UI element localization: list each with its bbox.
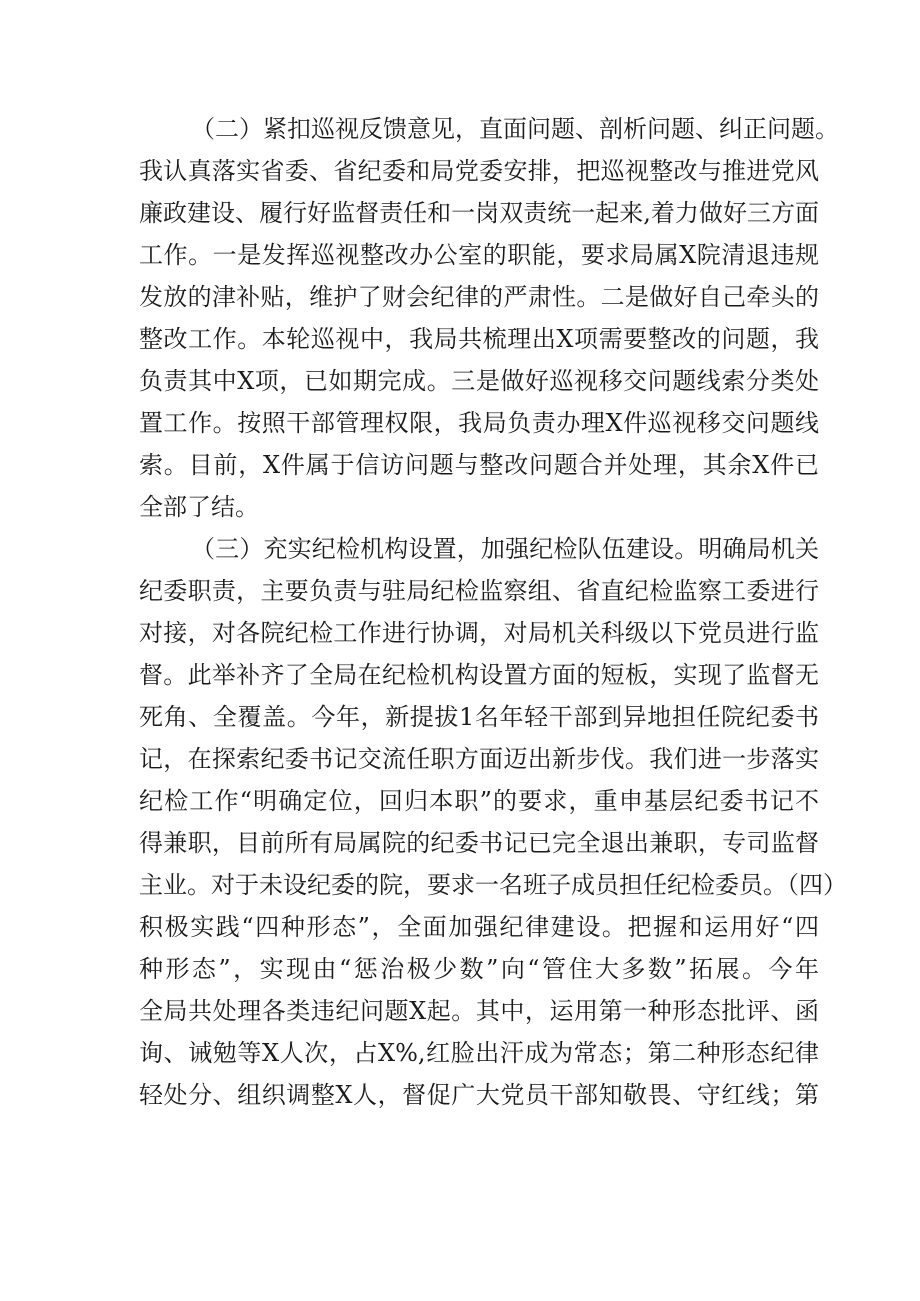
paragraph-line: 负责其中X项，已如期完成。三是做好巡视移交问题线索分类处 (139, 367, 819, 395)
paragraph-line: 整改工作。本轮巡视中，我局共梳理出X项需要整改的问题，我 (139, 325, 819, 353)
paragraph-discipline-institutions (139, 528, 847, 1116)
paragraph-line: 廉政建设、履行好监督责任和一岗双责统一起来,着力做好三方面 (139, 199, 819, 227)
paragraph-line: 工作。一是发挥巡视整改办公室的职能，要求局属X院清退违规 (139, 241, 819, 269)
paragraph-line: 积极实践“四种形态”，全面加强纪律建设。把握和运用好“四 (139, 913, 819, 941)
paragraph-line: 纪检工作“明确定位，回归本职”的要求，重申基层纪委书记不 (139, 787, 819, 815)
paragraph-line: 纪委职责，主要负责与驻局纪检监察组、省直纪检监察工委进行 (139, 577, 819, 605)
paragraph-line: 主业。对于未设纪委的院，要求一名班子成员担任纪检委员。（四） (139, 871, 847, 899)
paragraph-line: 询、诫勉等X人次，占X%,红脸出汗成为常态；第二种形态纪律 (139, 1039, 819, 1067)
paragraph-line: 对接，对各院纪检工作进行协调，对局机关科级以下党员进行监 (139, 619, 819, 647)
paragraph-line: 种形态”，实现由“惩治极少数”向“管住大多数”拓展。今年 (139, 955, 819, 983)
paragraph-line: （三）充实纪检机构设置，加强纪检队伍建设。明确局机关 (191, 535, 819, 563)
paragraph-line: 置工作。按照干部管理权限，我局负责办理X件巡视移交问题线 (139, 409, 819, 437)
paragraph-line: 全部了结。 (139, 493, 259, 521)
paragraph-line: 得兼职，目前所有局属院的纪委书记已完全退出兼职，专司监督 (139, 829, 819, 857)
paragraph-line: 发放的津补贴，维护了财会纪律的严肃性。二是做好自己牵头的 (139, 283, 819, 311)
paragraph-line: 索。目前，X件属于信访问题与整改问题合并处理，其余X件已 (139, 451, 819, 479)
paragraph-inspection-feedback (139, 108, 839, 528)
paragraph-line: 全局共处理各类违纪问题X起。其中，运用第一种形态批评、函 (139, 997, 819, 1025)
paragraph-line: 我认真落实省委、省纪委和局党委安排，把巡视整改与推进党风 (139, 157, 819, 185)
paragraph-line: （二）紧扣巡视反馈意见，直面问题、剖析问题、纠正问题。 (191, 115, 839, 143)
paragraph-line: 轻处分、组织调整X人，督促广大党员干部知敬畏、守红线；第 (139, 1081, 819, 1109)
paragraph-line: 死角、全覆盖。今年，新提拔1名年轻干部到异地担任院纪委书 (139, 703, 819, 731)
paragraph-line: 督。此举补齐了全局在纪检机构设置方面的短板，实现了监督无 (139, 661, 819, 689)
paragraph-line: 记，在探索纪委书记交流任职方面迈出新步伐。我们进一步落实 (139, 745, 819, 773)
